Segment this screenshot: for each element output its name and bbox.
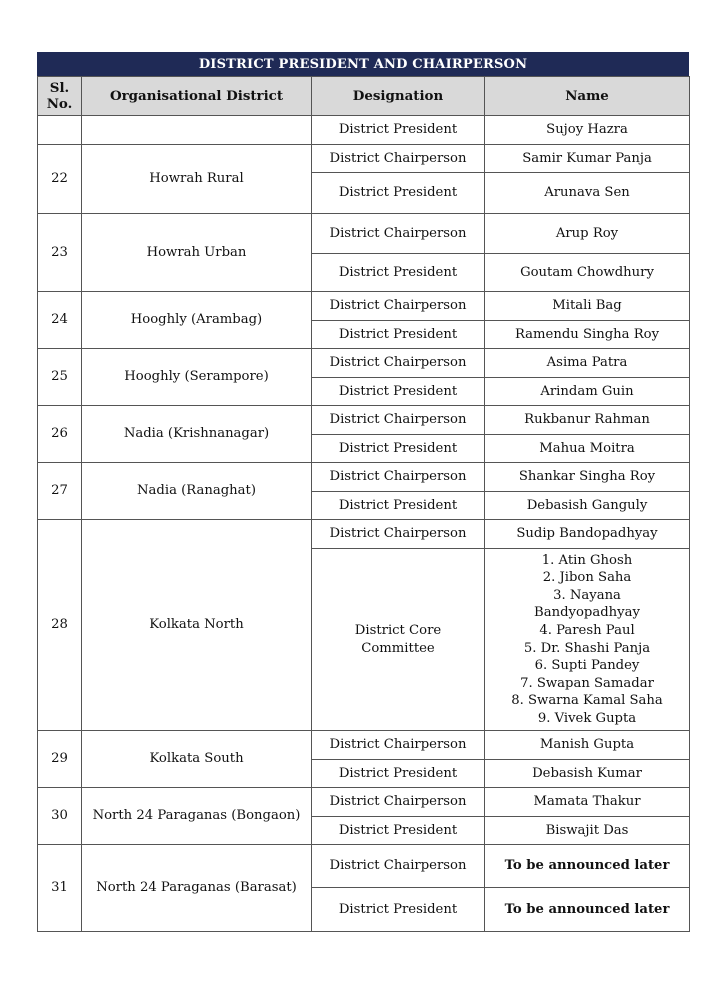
table-row <box>38 349 690 378</box>
name-cell: Arup Roy <box>485 214 690 254</box>
district-cell: Nadia (Ranaghat) <box>82 463 312 520</box>
list-item: 8. Swarna Kamal Saha <box>511 693 663 709</box>
designation-cell: District Core Committee <box>312 549 485 731</box>
district-cell: Hooghly (Arambag) <box>82 292 312 349</box>
designation-cell: District President <box>312 760 485 788</box>
designation-cell: District Chairperson <box>312 292 485 321</box>
designation-cell: District President <box>312 492 485 520</box>
table-banner-title: DISTRICT PRESIDENT AND CHAIRPERSON <box>37 52 689 76</box>
sl-cell <box>38 116 82 145</box>
designation-cell: District Chairperson <box>312 349 485 378</box>
table-row <box>38 214 690 254</box>
list-item: 1. Atin Ghosh <box>541 552 633 568</box>
designation-cell: District Chairperson <box>312 788 485 817</box>
name-cell: Debasish Ganguly <box>485 492 690 520</box>
core-committee-cell <box>485 549 690 731</box>
table-header-row <box>38 77 690 116</box>
name-cell: Arindam Guin <box>485 378 690 406</box>
district-cell: Kolkata North <box>82 520 312 731</box>
name-cell: Samir Kumar Panja <box>485 145 690 173</box>
name-cell: Arunava Sen <box>485 173 690 214</box>
name-cell: Rukbanur Rahman <box>485 406 690 435</box>
name-cell: Manish Gupta <box>485 731 690 760</box>
name-cell: Shankar Singha Roy <box>485 463 690 492</box>
district-table <box>37 76 690 932</box>
designation-cell: District President <box>312 817 485 845</box>
sl-cell: 22 <box>38 145 82 214</box>
sl-cell: 24 <box>38 292 82 349</box>
name-cell: Mahua Moitra <box>485 435 690 463</box>
sl-cell: 26 <box>38 406 82 463</box>
designation-cell: District Chairperson <box>312 214 485 254</box>
table-row <box>38 463 690 492</box>
column-header-sl-no: Sl. No. <box>38 77 82 116</box>
district-cell: Nadia (Krishnanagar) <box>82 406 312 463</box>
name-cell: To be announced later <box>485 888 690 932</box>
designation-cell: District President <box>312 378 485 406</box>
table-row <box>38 116 690 145</box>
list-item: Bandyopadhyay <box>534 605 640 621</box>
core-committee-list <box>489 552 685 728</box>
column-header-name: Name <box>485 77 690 116</box>
table-row <box>38 731 690 760</box>
designation-cell: District Chairperson <box>312 520 485 549</box>
table-row <box>38 145 690 173</box>
designation-cell: District President <box>312 888 485 932</box>
sl-cell: 27 <box>38 463 82 520</box>
sl-cell: 30 <box>38 788 82 845</box>
list-item: 5. Dr. Shashi Panja <box>523 640 651 656</box>
name-cell: Biswajit Das <box>485 817 690 845</box>
name-cell: Ramendu Singha Roy <box>485 321 690 349</box>
table-row <box>38 292 690 321</box>
column-header-designation: Designation <box>312 77 485 116</box>
designation-cell: District President <box>312 116 485 145</box>
name-cell: Debasish Kumar <box>485 760 690 788</box>
district-cell: North 24 Paraganas (Bongaon) <box>82 788 312 845</box>
table-row <box>38 520 690 549</box>
list-item: 6. Supti Pandey <box>534 658 640 674</box>
designation-cell: District President <box>312 435 485 463</box>
list-item: 7. Swapan Samadar <box>520 675 654 691</box>
list-item: 4. Paresh Paul <box>539 622 635 638</box>
name-cell: Goutam Chowdhury <box>485 254 690 292</box>
column-header-district: Organisational District <box>82 77 312 116</box>
designation-cell: District Chairperson <box>312 731 485 760</box>
sl-cell: 25 <box>38 349 82 406</box>
designation-cell: District President <box>312 321 485 349</box>
table-row <box>38 845 690 888</box>
district-cell: Howrah Urban <box>82 214 312 292</box>
designation-cell: District President <box>312 254 485 292</box>
district-cell: Howrah Rural <box>82 145 312 214</box>
name-cell: To be announced later <box>485 845 690 888</box>
designation-cell: District Chairperson <box>312 406 485 435</box>
list-item: 9. Vivek Gupta <box>537 710 637 726</box>
sl-cell: 29 <box>38 731 82 788</box>
name-cell: Asima Patra <box>485 349 690 378</box>
name-cell: Mitali Bag <box>485 292 690 321</box>
designation-cell: District Chairperson <box>312 145 485 173</box>
designation-cell: District Chairperson <box>312 845 485 888</box>
name-cell: Sudip Bandopadhyay <box>485 520 690 549</box>
document-page <box>37 52 689 932</box>
list-item: 2. Jibon Saha <box>542 570 632 586</box>
district-cell <box>82 116 312 145</box>
name-cell: Mamata Thakur <box>485 788 690 817</box>
district-cell: Kolkata South <box>82 731 312 788</box>
sl-cell: 31 <box>38 845 82 932</box>
district-cell: North 24 Paraganas (Barasat) <box>82 845 312 932</box>
sl-cell: 23 <box>38 214 82 292</box>
name-cell: Sujoy Hazra <box>485 116 690 145</box>
sl-cell: 28 <box>38 520 82 731</box>
table-row <box>38 406 690 435</box>
district-cell: Hooghly (Serampore) <box>82 349 312 406</box>
designation-cell: District Chairperson <box>312 463 485 492</box>
list-item: 3. Nayana <box>553 587 621 603</box>
designation-cell: District President <box>312 173 485 214</box>
table-row <box>38 788 690 817</box>
